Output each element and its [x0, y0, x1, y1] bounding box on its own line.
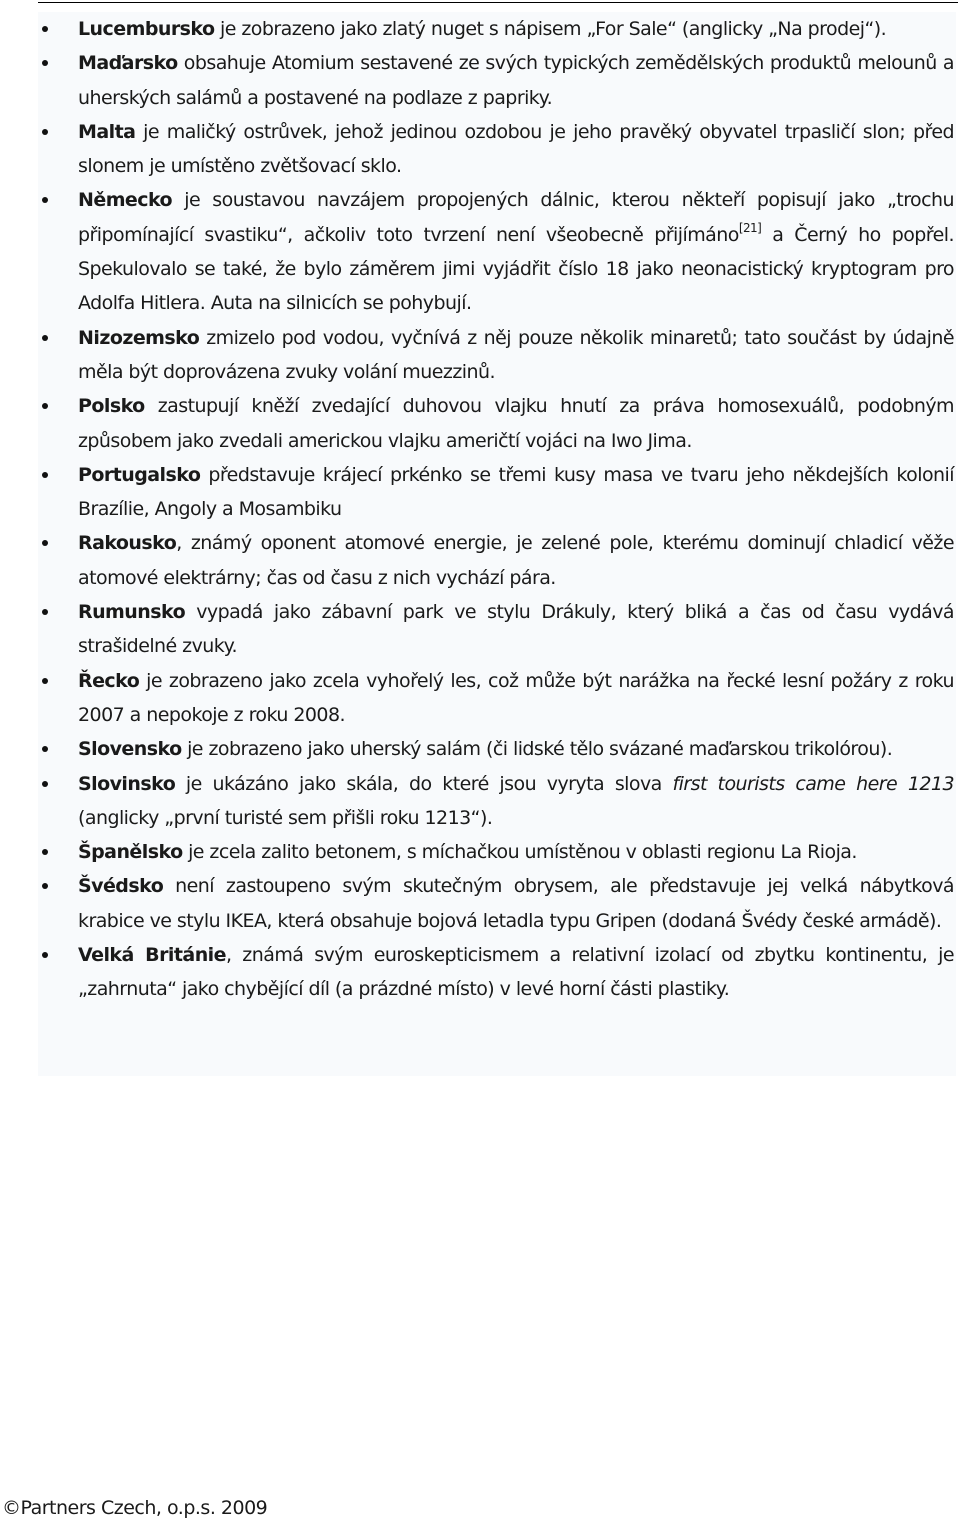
- country-name: Švédsko: [78, 875, 164, 898]
- list-item: [38, 938, 956, 1007]
- list-item: [38, 458, 956, 527]
- list-item: [38, 46, 956, 115]
- item-text: je zobrazeno jako zcela vyhořelý les, což může být narážka na řecké lesní požáry z roku 2007 a nepokoje z roku 2008.: [78, 669, 954, 726]
- list-item: [38, 767, 956, 836]
- top-rule: [38, 2, 958, 3]
- content-area: [38, 12, 956, 1076]
- country-name: Portugalsko: [78, 463, 201, 486]
- country-name: Slovinsko: [78, 772, 176, 795]
- footer-copyright: ©Partners Czech, o.p.s. 2009: [2, 1497, 268, 1519]
- list-item: [38, 595, 956, 664]
- country-name: Malta: [78, 120, 136, 143]
- item-text: je ukázáno jako skála, do které jsou vyryta slova: [175, 772, 673, 795]
- item-text-continued: (anglicky „první turisté sem přišli roku 1213“).: [78, 806, 493, 829]
- country-name: Nizozemsko: [78, 326, 200, 349]
- list-item: [38, 183, 956, 320]
- list-item: [38, 732, 956, 766]
- item-text: je zobrazeno jako uherský salám (či lidské tělo svázané maďarskou trikolórou).: [181, 738, 893, 761]
- item-text: , známý oponent atomové energie, je zelené pole, kterému dominují chladicí věže atomové elektrárny; čas od času z nich vychází pára.: [78, 532, 954, 589]
- country-name: Řecko: [78, 669, 140, 692]
- list-item: [38, 526, 956, 595]
- item-text-italic: first tourists came here 1213: [672, 772, 954, 795]
- item-text: , známá svým euroskepticismem a relativní izolací od zbytku kontinentu, je „zahrnuta“ jako chybějící díl (a prázdné místo) v levé horní části plastiky.: [78, 944, 954, 1001]
- item-text: vypadá jako zábavní park ve stylu Drákuly, který bliká a čas od času vydává strašidelné zvuky.: [78, 601, 954, 658]
- citation-ref[interactable]: [21]: [738, 220, 762, 235]
- item-text: představuje krájecí prkénko se třemi kusy masa ve tvaru jeho někdejších kolonií Brazílie, Angoly a Mosambiku: [78, 463, 954, 521]
- item-text: je zobrazeno jako zlatý nuget s nápisem „For Sale“ (anglicky „Na prodej“).: [214, 18, 887, 40]
- list-item: [38, 389, 956, 458]
- item-text: obsahuje Atomium sestavené ze svých typických zemědělských produktů melounů a uherských salámů a postavené na podlaze z papriky.: [78, 52, 954, 109]
- list-item: [38, 869, 956, 938]
- country-name: Polsko: [78, 395, 145, 418]
- list-item: [38, 115, 956, 184]
- country-name: Velká Británie: [78, 944, 226, 967]
- country-name: Rakousko: [78, 532, 177, 555]
- item-text: je soustavou navzájem propojených dálnic, kterou někteří popisují jako „trochu připomínající svastiku“, ačkoliv toto tvrzení není všeobecně přijímáno: [78, 189, 954, 246]
- list-item: [38, 664, 956, 733]
- item-text: je zcela zalito betonem, s míchačkou umístěnou v oblasti regionu La Rioja.: [182, 841, 857, 864]
- list-item: [38, 835, 956, 869]
- country-name: Rumunsko: [78, 601, 186, 624]
- item-text: zastupují kněží zvedající duhovou vlajku hnutí za práva homosexuálů, podobným způsobem jako zvedali americkou vlajku američtí vojáci na Iwo Jima.: [78, 395, 954, 452]
- item-text: zmizelo pod vodou, vyčnívá z něj pouze několik minaretů; tato součást by údajně měla být doprovázena zvuky volání muezzinů.: [78, 326, 954, 383]
- item-text-continued: a Černý ho popřel. Spekulovalo se také, že bylo záměrem jimi vyjádřit číslo 18 jako neonacistický kryptogram pro Adolfa Hitlera. Auta na silnicích se pohybují.: [78, 223, 954, 315]
- list-item: [38, 12, 956, 46]
- list-item: [38, 321, 956, 390]
- country-name: Slovensko: [78, 738, 182, 761]
- country-name: Španělsko: [78, 841, 183, 864]
- country-name: Lucembursko: [78, 18, 215, 40]
- item-text: není zastoupeno svým skutečným obrysem, ale představuje jej velká nábytková krabice ve stylu IKEA, která obsahuje bojová letadla typu Gripen (dodaná Švédy české armádě).: [78, 875, 954, 932]
- item-text: je maličký ostrůvek, jehož jedinou ozdobou je jeho pravěký obyvatel trpasličí slon; před slonem je umístěno zvětšovací sklo.: [78, 120, 954, 178]
- country-list: [38, 12, 956, 1007]
- country-name: Německo: [78, 189, 173, 212]
- country-name: Maďarsko: [78, 52, 178, 75]
